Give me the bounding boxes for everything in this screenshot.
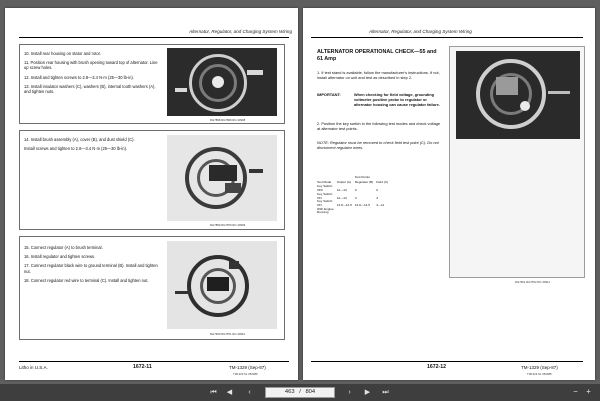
zoom-in-icon[interactable]: + bbox=[586, 387, 591, 396]
step-18: 18. Connect regulator red wire to terminal (C). Install and tighten nut. bbox=[24, 277, 149, 283]
voltage-table bbox=[317, 176, 391, 215]
table-cell: OFF bbox=[317, 188, 324, 193]
table-cell bbox=[337, 211, 355, 215]
step-12: 12. Install and tighten screws to 2.8—3.4 N·m (25—30 lb-in). bbox=[24, 74, 134, 80]
test-points-header: Test Points bbox=[354, 175, 370, 179]
footer-code: TM1329 S1 050988 bbox=[233, 372, 258, 376]
prev-page-small-icon[interactable]: ‹ bbox=[248, 389, 251, 396]
important-text: When checking for field voltage, grounding voltmeter positive probe to regulator or alternator housing can cause regulator failure. bbox=[354, 92, 440, 107]
figure-id-right: RG7901 RG7872 RG 33911 bbox=[515, 280, 550, 284]
panel-1-steps bbox=[24, 51, 160, 98]
table-cell: ON bbox=[317, 195, 322, 200]
footer-litho: Litho in U.S.A. bbox=[19, 365, 48, 370]
figure-id-1: RG7898 RG7869 RG 33908 bbox=[210, 118, 246, 122]
step-2: 2. Position the key switch in the following test modes and check voltage at alternator test points. bbox=[317, 121, 441, 131]
step-10: 10. Install rear housing on stator and rotor. bbox=[24, 51, 101, 56]
table-cell: 12—13 bbox=[336, 188, 347, 193]
important-label: IMPORTANT: bbox=[317, 92, 341, 97]
viewer-toolbar bbox=[0, 384, 600, 401]
table-cell: Key Switch bbox=[317, 199, 333, 204]
table-cell: ON bbox=[317, 202, 322, 207]
step-11: 11. Position rear housing with brush opening toward top of alternator. Line up screw holes. bbox=[24, 60, 158, 71]
figure-id-3: RG7900 RG7871 RG 33910 bbox=[210, 332, 246, 336]
table-cell: 0 bbox=[376, 188, 378, 193]
header-rule bbox=[311, 37, 583, 38]
table-cell: Running bbox=[317, 210, 329, 215]
table-cell: With Engine bbox=[317, 206, 334, 211]
alternator-photo-2 bbox=[167, 135, 277, 221]
total-pages: 804 bbox=[305, 389, 316, 395]
current-page[interactable]: 463 bbox=[284, 389, 295, 395]
table-cell: 12—13 bbox=[336, 195, 347, 200]
first-page-icon[interactable]: ⏮ bbox=[210, 389, 217, 396]
step-14: 14. Install brush assembly (A), cover (B), and dust shield (C). bbox=[24, 137, 135, 142]
step-15: 15. Connect regulator (A) to brush terminal. bbox=[24, 245, 103, 250]
table-cell bbox=[376, 211, 391, 215]
step-1: 1. If test stand is available, follow the manufacturer's instructions. If not, install alternator on unit and test as described in step 2. bbox=[317, 70, 440, 80]
next-page-big-icon[interactable]: ▶ bbox=[364, 389, 371, 396]
left-page bbox=[5, 8, 298, 380]
table-cell: 12.8—14.5 bbox=[354, 202, 370, 207]
step-14-torque: Install screws and tighten to 2.8—3.4 N·m (25—30 lb-in). bbox=[24, 146, 128, 152]
page-indicator[interactable] bbox=[265, 387, 335, 398]
footer-tm: TM-1329 (Sep-87) bbox=[229, 365, 266, 370]
step-13: 13. Install insulator washers (C), washers (B), internal tooth washers (A), and tighten nuts. bbox=[24, 83, 156, 95]
right-page bbox=[303, 8, 595, 380]
table-cell: 3—11 bbox=[376, 202, 385, 207]
next-page-icon[interactable]: › bbox=[348, 389, 351, 396]
footer-code: TM1329 S1 050988 bbox=[527, 372, 552, 376]
photo-dark-region bbox=[456, 51, 580, 139]
running-head: Alternator, Regulator, and Charging System Wiring bbox=[189, 29, 292, 34]
table-cell: Key Switch bbox=[317, 184, 333, 189]
alternator-photo-3 bbox=[167, 241, 277, 329]
page-number: 1672-12 bbox=[427, 364, 447, 370]
table-cell bbox=[355, 211, 376, 215]
panel-3-steps bbox=[24, 245, 160, 287]
table-cell: Key Switch bbox=[317, 191, 333, 196]
header-rule bbox=[19, 37, 289, 38]
zoom-controls bbox=[570, 387, 594, 398]
alternator-test-photo bbox=[449, 46, 585, 278]
step-17: 17. Connect regulator black wire to ground terminal (B). Install and tighten nut. bbox=[24, 263, 158, 274]
col-output: Output (A) bbox=[336, 179, 351, 184]
alternator-photo-1 bbox=[167, 48, 277, 116]
table-cell: 0 bbox=[354, 188, 357, 193]
footer-rule bbox=[311, 361, 583, 362]
instruction-panel-2 bbox=[19, 130, 285, 230]
step-16: 16. Install regulator and tighten screws. bbox=[24, 254, 96, 260]
table-cell: 3 bbox=[376, 195, 378, 200]
footer-rule bbox=[19, 361, 289, 362]
panel-2-steps bbox=[24, 137, 160, 155]
last-page-icon[interactable]: ⏭ bbox=[382, 389, 389, 396]
section-title: ALTERNATOR OPERATIONAL CHECK—55 and 61 Amp bbox=[317, 49, 437, 62]
table-cell: 3 bbox=[354, 195, 357, 200]
instruction-panel-3 bbox=[19, 236, 285, 340]
zoom-out-icon[interactable]: − bbox=[573, 387, 578, 396]
table-cell: 13.8—14.5 bbox=[336, 202, 352, 207]
instruction-panel-1 bbox=[19, 44, 285, 124]
page-number: 1672-11 bbox=[133, 364, 152, 370]
footer-tm: TM-1329 (Sep-87) bbox=[521, 365, 558, 370]
page-separator: / bbox=[299, 389, 301, 395]
prev-page-icon[interactable]: ◀ bbox=[226, 389, 233, 396]
table-row bbox=[317, 211, 391, 215]
running-head: Alternator, Regulator, and Charging System Wiring bbox=[369, 29, 472, 34]
note: NOTE: Regulator must be removed to check field test point (C). Do not disconnect regulator wires. bbox=[317, 140, 439, 150]
figure-id-2: RG7899 RG7870 RG 33909 bbox=[210, 223, 246, 227]
col-test-mode: Test Mode bbox=[317, 179, 332, 184]
col-field: Field (C) bbox=[376, 179, 389, 184]
col-regulator: Regulator (B) bbox=[354, 179, 374, 184]
